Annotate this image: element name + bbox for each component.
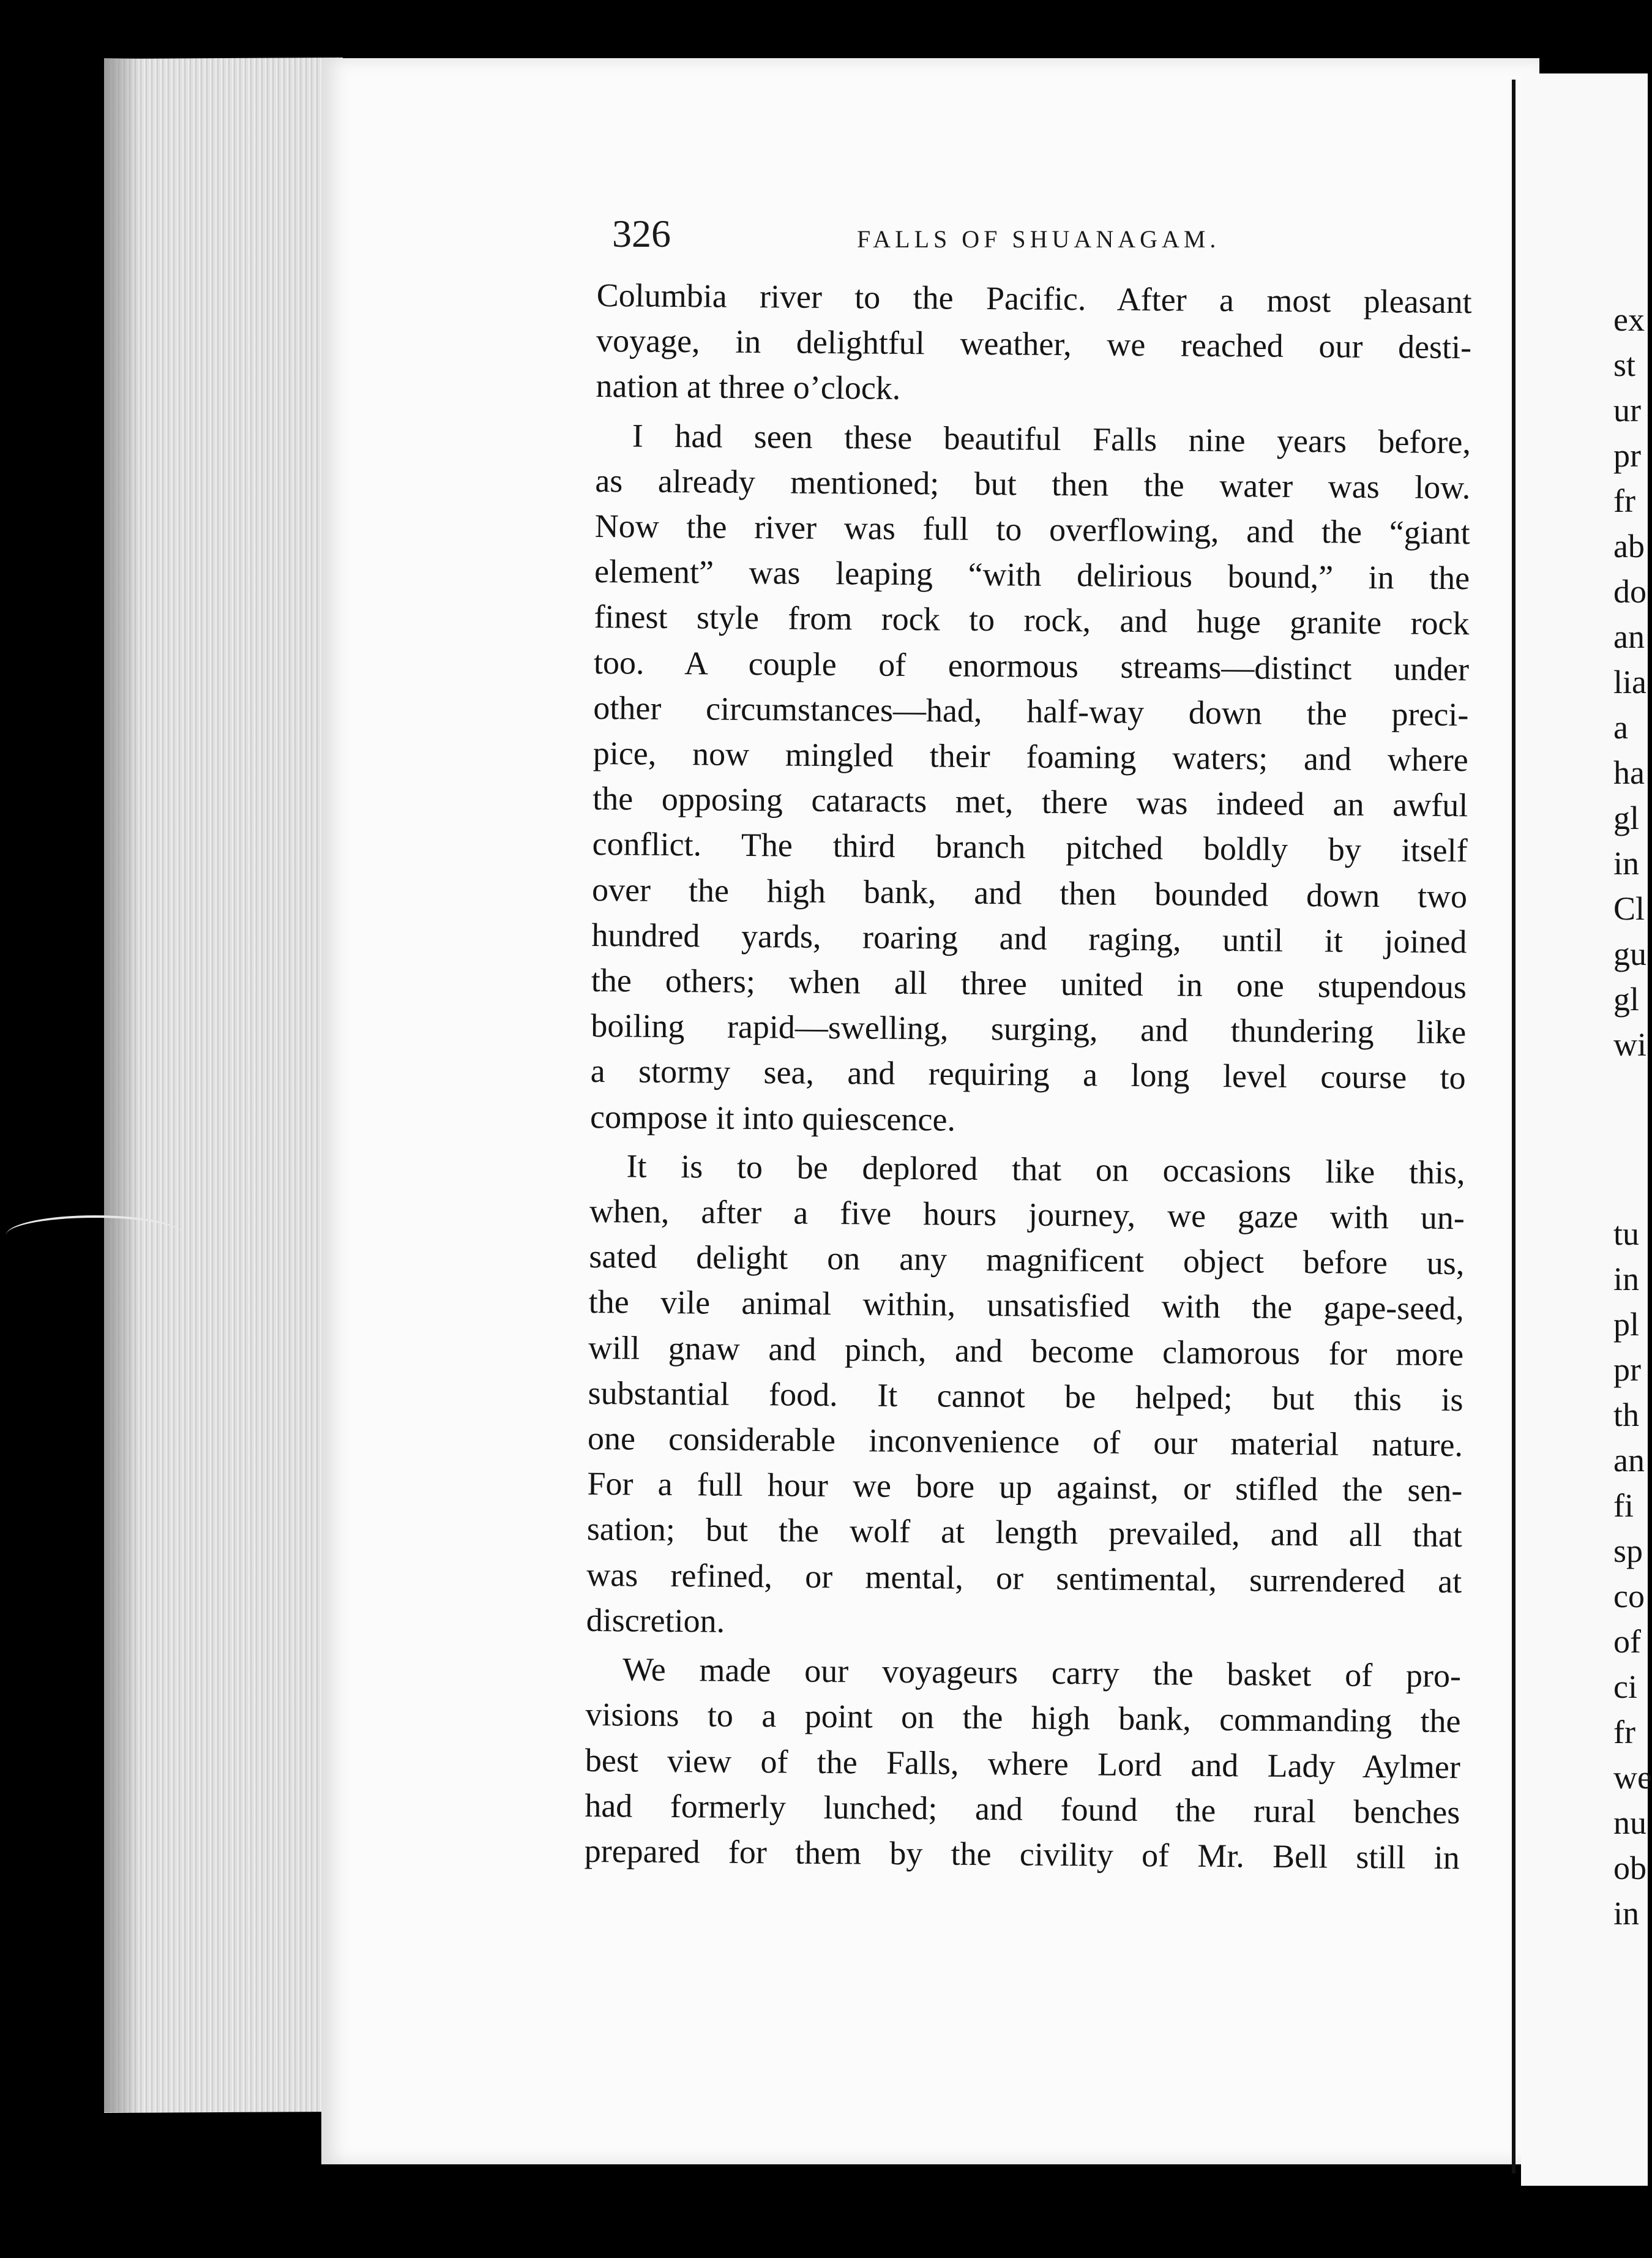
facing-line: Cl bbox=[1613, 890, 1645, 927]
text-line: For a full hour we bore up against, or stifled the sen- bbox=[587, 1465, 1463, 1509]
facing-line: ab bbox=[1613, 528, 1645, 564]
text-line: when, after a five hours journey, we gaze with un- bbox=[589, 1193, 1465, 1237]
facing-line: fi bbox=[1613, 1487, 1634, 1524]
text-line: voyage, in delightful weather, we reached our desti- bbox=[596, 322, 1472, 366]
facing-line: wi bbox=[1613, 1026, 1646, 1063]
facing-line: we bbox=[1613, 1759, 1652, 1796]
text-line: will gnaw and pinch, and become clamorous for more bbox=[588, 1329, 1464, 1373]
text-line: I had seen these beautiful Falls nine years before, bbox=[632, 417, 1471, 460]
text-line: the vile animal within, unsatisfied with the gape-seed, bbox=[588, 1283, 1464, 1327]
text-line: It is to be deplored that on occasions like this, bbox=[626, 1147, 1465, 1191]
book-gutter bbox=[1512, 80, 1516, 2174]
text-line: visions to a point on the high bank, commanding the bbox=[585, 1696, 1461, 1740]
text-line: sated delight on any magnificent object before us, bbox=[589, 1238, 1465, 1282]
text-line: compose it into quiescence. bbox=[589, 1098, 956, 1138]
text-line: We made our voyageurs carry the basket of pro- bbox=[622, 1651, 1462, 1695]
facing-line: th bbox=[1613, 1397, 1640, 1433]
facing-line: ha bbox=[1613, 754, 1645, 791]
facing-line: pr bbox=[1613, 1351, 1641, 1388]
facing-line: pr bbox=[1613, 437, 1641, 474]
facing-line: ci bbox=[1613, 1668, 1637, 1705]
facing-line: gl bbox=[1613, 800, 1640, 836]
facing-line: gu bbox=[1613, 936, 1646, 972]
text-line: had formerly lunched; and found the rural benches bbox=[585, 1787, 1460, 1831]
text-line: nation at three o’clock. bbox=[596, 367, 901, 407]
body-text bbox=[584, 272, 1471, 1880]
text-line: sation; but the wolf at length prevailed, and all that bbox=[586, 1510, 1463, 1555]
text-line: other circumstances—had, half-way down the preci- bbox=[593, 689, 1469, 733]
page-header bbox=[612, 211, 1481, 260]
text-line: finest style from rock to rock, and huge granite rock bbox=[594, 598, 1470, 642]
text-line: best view of the Falls, where Lord and Lady Aylmer bbox=[585, 1741, 1461, 1785]
facing-line: a bbox=[1613, 709, 1628, 746]
running-title: FALLS OF SHUANAGAM. bbox=[857, 225, 1220, 253]
facing-line: of bbox=[1613, 1623, 1641, 1660]
text-line: too. A couple of enormous streams—distinct under bbox=[593, 643, 1470, 688]
bookmark-thread bbox=[6, 1215, 184, 1255]
facing-line: do bbox=[1613, 573, 1646, 610]
facing-line: co bbox=[1613, 1578, 1645, 1615]
facing-line: an bbox=[1613, 1442, 1645, 1479]
facing-line: gl bbox=[1613, 981, 1640, 1018]
text-line: a stormy sea, and requiring a long level course to bbox=[590, 1052, 1466, 1097]
facing-line: st bbox=[1613, 347, 1636, 383]
facing-line: in bbox=[1613, 845, 1640, 882]
text-line: was refined, or mental, or sentimental, surrendered at bbox=[586, 1556, 1462, 1600]
text-line: hundred yards, roaring and raging, until it joined bbox=[591, 916, 1467, 961]
text-line: one considerable inconvenience of our material nature. bbox=[587, 1420, 1463, 1464]
text-line: Now the river was full to overflowing, and the “giant bbox=[594, 508, 1470, 552]
text-line: conflict. The third branch pitched boldly by itself bbox=[592, 825, 1468, 869]
facing-line: fr bbox=[1613, 1714, 1635, 1750]
facing-line: pl bbox=[1613, 1306, 1640, 1343]
page-edge-shadow bbox=[104, 58, 141, 2112]
text-line: element” was leaping “with delirious bound,” in the bbox=[594, 553, 1470, 597]
text-line: boiling rapid—swelling, surging, and thundering like bbox=[591, 1007, 1467, 1051]
facing-line: tu bbox=[1613, 1215, 1640, 1252]
text-line: the others; when all three united in one stupendous bbox=[591, 962, 1467, 1006]
text-line: Columbia river to the Pacific. After a most pleasant bbox=[596, 276, 1472, 321]
facing-line: in bbox=[1613, 1895, 1640, 1932]
facing-line: sp bbox=[1613, 1532, 1643, 1569]
facing-line: nu bbox=[1613, 1804, 1646, 1841]
page-number: 326 bbox=[612, 212, 671, 255]
facing-line: lia bbox=[1613, 664, 1646, 700]
facing-line: ur bbox=[1613, 392, 1641, 429]
text-line: the opposing cataracts met, there was indeed an awful bbox=[592, 780, 1468, 824]
text-line: discretion. bbox=[586, 1601, 725, 1640]
text-line: as already mentioned; but then the water was low. bbox=[595, 462, 1471, 506]
text-line: prepared for them by the civility of Mr. Bell still in bbox=[584, 1832, 1460, 1877]
facing-line: ex bbox=[1613, 301, 1645, 338]
facing-line: an bbox=[1613, 618, 1645, 655]
text-line: substantial food. It cannot be helped; but this is bbox=[588, 1374, 1463, 1419]
facing-line: fr bbox=[1613, 482, 1635, 519]
text-line: pice, now mingled their foaming waters; and where bbox=[592, 735, 1469, 779]
facing-line: ob bbox=[1613, 1850, 1646, 1886]
facing-line: in bbox=[1613, 1261, 1640, 1297]
facing-page-text bbox=[1613, 297, 1652, 1936]
text-line: over the high bank, and then bounded down two bbox=[591, 871, 1468, 915]
